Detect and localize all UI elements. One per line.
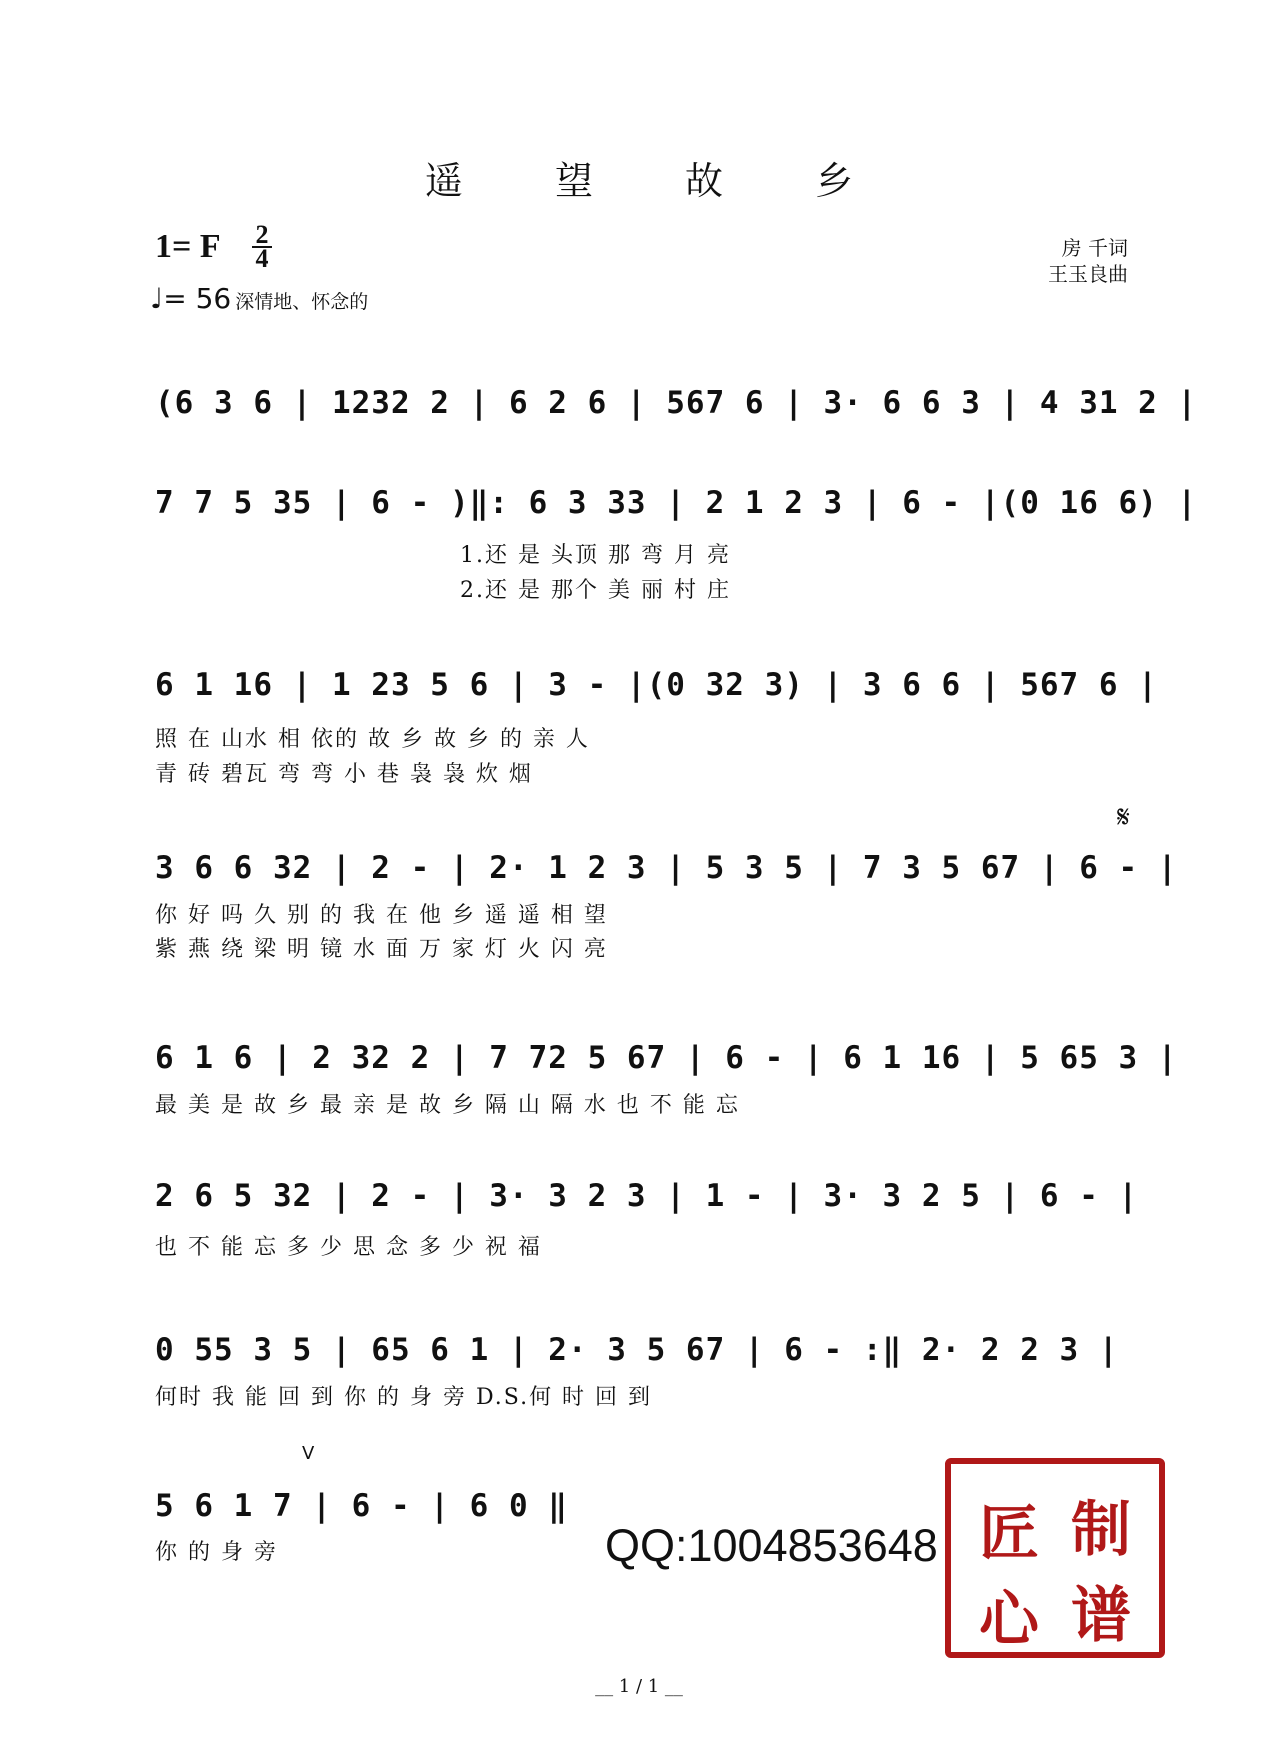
lyric-line-5: 也 不 能 忘 多 少 思 念 多 少 祝 福 bbox=[155, 1235, 542, 1260]
composer-credit: 王玉良曲 bbox=[1048, 262, 1128, 286]
tempo-marking bbox=[150, 282, 368, 315]
score-line-5: 6 1 6 | 2 32 2 | 7 72 5 67 | 6 - | 6 1 16 | 5 65 3 | bbox=[155, 1040, 1178, 1076]
meter-bottom: 4 bbox=[255, 244, 269, 273]
song-title: 遥 望 故 乡 bbox=[424, 159, 894, 203]
tempo-expression: 深情地、怀念的 bbox=[235, 291, 369, 313]
page-number: __ 1 / 1 __ bbox=[595, 1676, 683, 1697]
segno-icon: 𝄋 bbox=[1117, 800, 1130, 835]
score-line-6: 2 6 5 32 | 2 - | 3· 3 2 3 | 1 - | 3· 3 2 5 | 6 - | bbox=[155, 1178, 1139, 1214]
breath-mark: V bbox=[302, 1443, 315, 1464]
lyric-line-2-verse-1: 照 在 山水 相 依的 故 乡 故 乡 的 亲 人 bbox=[155, 727, 590, 752]
key-signature: 1= F bbox=[155, 228, 221, 265]
lyricist-credit: 房 千词 bbox=[1061, 236, 1128, 260]
score-line-1: (6 3 6 | 1232 2 | 6 2 6 | 567 6 | 3· 6 6 3 | 4 31 2 | bbox=[155, 385, 1198, 421]
quarter-note-icon: ♩ bbox=[150, 282, 164, 315]
score-line-4: 3 6 6 32 | 2 - | 2· 1 2 3 | 5 3 5 | 7 3 5 67 | 6 - | bbox=[155, 850, 1178, 886]
lyric-line-2-verse-2: 青 砖 碧瓦 弯 弯 小 巷 袅 袅 炊 烟 bbox=[155, 762, 533, 787]
lyric-line-3-verse-1: 你 好 吗 久 别 的 我 在 他 乡 遥 遥 相 望 bbox=[155, 903, 608, 928]
lyric-line-1-verse-2: 2.还 是 那个 美 丽 村 庄 bbox=[460, 578, 731, 603]
time-signature bbox=[252, 220, 272, 273]
seal-char-3: 心 bbox=[979, 1585, 1039, 1655]
seal-char-4: 谱 bbox=[1071, 1581, 1131, 1651]
score-line-3: 6 1 16 | 1 23 5 6 | 3 - |(0 32 3) | 3 6 6 | 567 6 | bbox=[155, 667, 1158, 703]
red-seal-stamp bbox=[945, 1458, 1165, 1658]
seal-char-2: 制 bbox=[1071, 1495, 1131, 1565]
score-line-7: 0 55 3 5 | 65 6 1 | 2· 3 5 67 | 6 - :‖ 2· 2 2 3 | bbox=[155, 1332, 1119, 1368]
contact-qq: QQ:1004853648 bbox=[605, 1520, 938, 1571]
seal-char-1: 匠 bbox=[979, 1499, 1039, 1569]
score-line-8: 5 6 1 7 | 6 - | 6 0 ‖ bbox=[155, 1488, 568, 1524]
lyric-line-1-verse-1: 1.还 是 头顶 那 弯 月 亮 bbox=[460, 543, 731, 568]
lyric-line-4: 最 美 是 故 乡 最 亲 是 故 乡 隔 山 隔 水 也 不 能 忘 bbox=[155, 1093, 740, 1118]
lyric-line-7: 你 的 身 旁 bbox=[155, 1540, 278, 1565]
score-line-2: 7 7 5 35 | 6 - )‖: 6 3 33 | 2 1 2 3 | 6 - |(0 16 6) | bbox=[155, 485, 1198, 521]
tempo-value: = 56 bbox=[163, 282, 232, 315]
lyric-line-6: 何时 我 能 回 到 你 的 身 旁 D.S.何 时 回 到 bbox=[155, 1385, 653, 1410]
meter-top: 2 bbox=[255, 220, 269, 249]
lyric-line-3-verse-2: 紫 燕 绕 梁 明 镜 水 面 万 家 灯 火 闪 亮 bbox=[155, 937, 608, 962]
